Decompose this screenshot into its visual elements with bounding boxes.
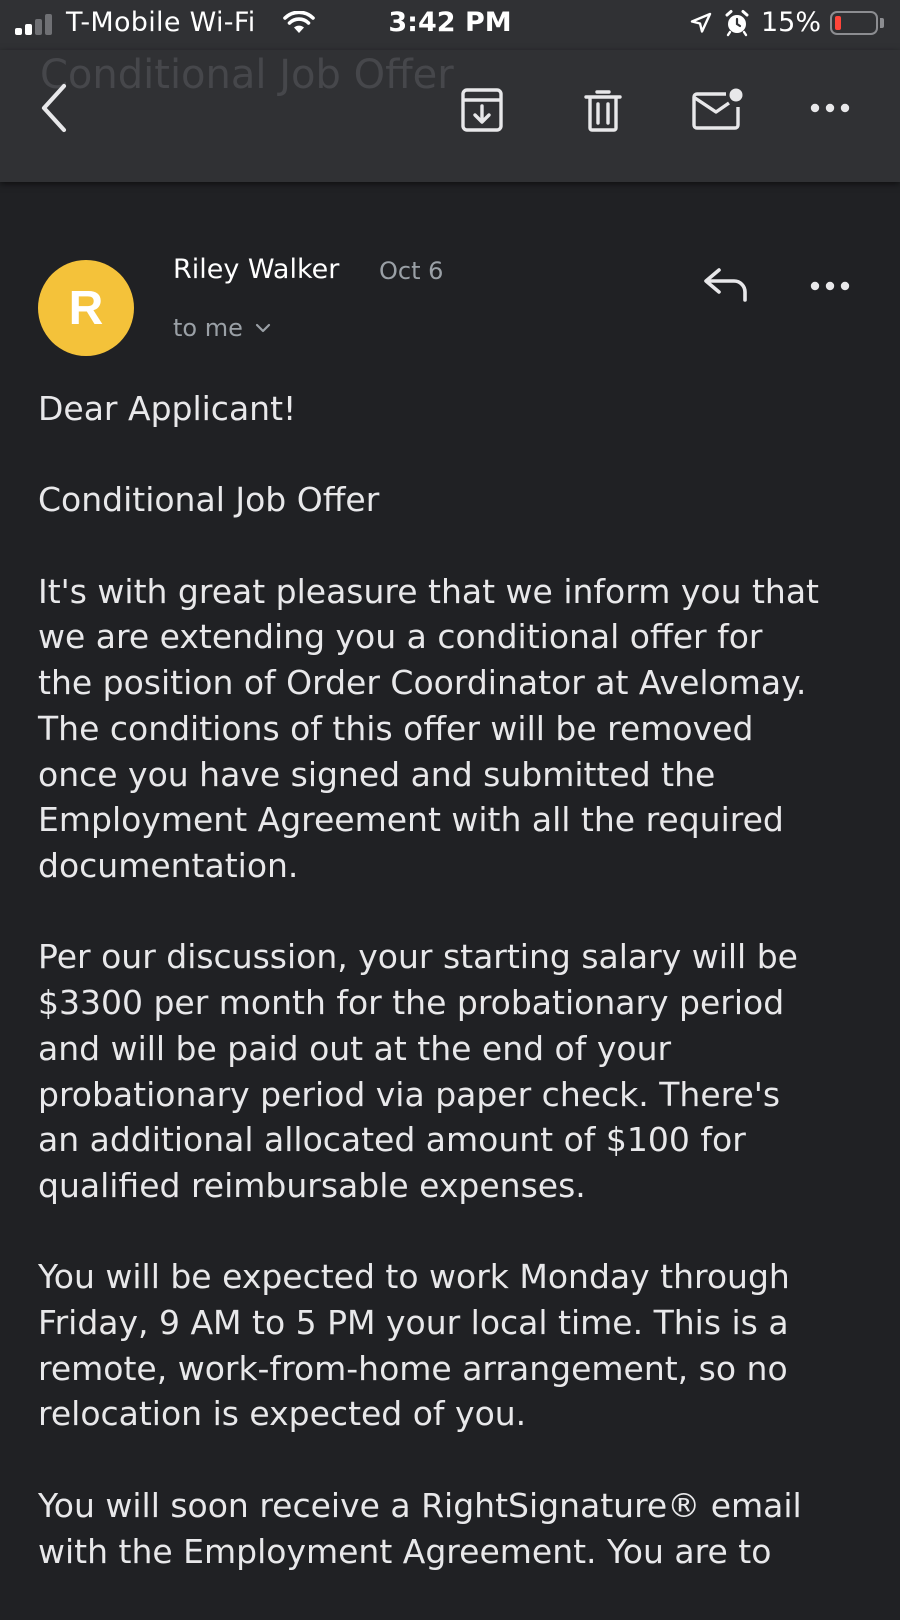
- body-line: with the Employment Agreement. You are to: [38, 1531, 772, 1571]
- sender-name[interactable]: Riley Walker: [173, 254, 340, 285]
- body-paragraph: [38, 934, 888, 1208]
- archive-icon: [460, 87, 504, 133]
- battery-cap: [880, 18, 884, 28]
- body-line: once you have signed and submitted the: [38, 754, 716, 794]
- battery-level: [835, 16, 841, 30]
- recipient-details-toggle[interactable]: [173, 314, 271, 342]
- more-icon: [810, 281, 850, 291]
- body-line: Friday, 9 AM to 5 PM your local time. This is a: [38, 1303, 789, 1342]
- body-line: remote, work-from-home arrangement, so no: [38, 1348, 788, 1388]
- recipient-label: to me: [173, 314, 243, 342]
- message-date: Oct 6: [379, 257, 444, 285]
- body-line: documentation.: [38, 846, 299, 885]
- body-line: Per our discussion, your starting salary will be: [38, 937, 798, 977]
- body-line: The conditions of this offer will be removed: [38, 708, 754, 748]
- subject-title: Conditional Job Offer: [40, 52, 454, 98]
- body-line: $3300 per month for the probationary period: [38, 983, 785, 1023]
- carrier-name: T-Mobile Wi-Fi: [66, 7, 256, 38]
- body-line: we are extending you a conditional offer for: [38, 617, 763, 657]
- toolbar: [0, 50, 900, 182]
- body-paragraph: [38, 1254, 888, 1437]
- body-line: It's with great pleasure that we inform you that: [38, 571, 819, 611]
- battery-icon: [830, 11, 878, 35]
- alarm-icon: [724, 9, 750, 37]
- back-arrow-icon: [38, 82, 70, 134]
- mark-unread-icon: [691, 86, 745, 132]
- location-arrow-icon: [689, 11, 713, 35]
- reply-button[interactable]: [702, 266, 750, 308]
- archive-button[interactable]: [458, 86, 506, 134]
- status-bar: [0, 0, 900, 50]
- battery-percent: 15%: [761, 7, 822, 38]
- mark-unread-button[interactable]: [690, 84, 746, 134]
- sender-avatar[interactable]: R: [38, 260, 134, 356]
- body-line: You will soon receive a RightSignature® email: [38, 1485, 802, 1525]
- back-button[interactable]: [30, 84, 78, 132]
- more-icon: [810, 103, 850, 113]
- body-paragraph: [38, 569, 888, 889]
- body-line: qualified reimbursable expenses.: [38, 1165, 586, 1205]
- more-options-button[interactable]: [806, 96, 854, 120]
- greeting: Dear Applicant!: [38, 389, 297, 428]
- delete-button[interactable]: [579, 86, 627, 134]
- body-paragraph: [38, 1483, 888, 1574]
- body-line: probationary period via paper check. There's: [38, 1074, 781, 1114]
- body-line: You will be expected to work Monday through: [38, 1257, 790, 1297]
- trash-icon: [584, 87, 622, 133]
- body-line: an additional allocated amount of $100 for: [38, 1120, 746, 1160]
- body-line: and will be paid out at the end of your: [38, 1028, 672, 1068]
- body-line: relocation is expected of you.: [38, 1394, 527, 1434]
- body-line: Employment Agreement with all the required: [38, 800, 784, 840]
- body-heading: Conditional Job Offer: [38, 480, 380, 520]
- clock: 3:42 PM: [388, 7, 512, 38]
- email-body: [38, 386, 888, 1620]
- chevron-down-icon: [255, 323, 271, 333]
- body-line: the position of Order Coordinator at Avelomay.: [38, 663, 807, 703]
- reply-icon: [702, 266, 750, 304]
- message-more-button[interactable]: [810, 276, 850, 295]
